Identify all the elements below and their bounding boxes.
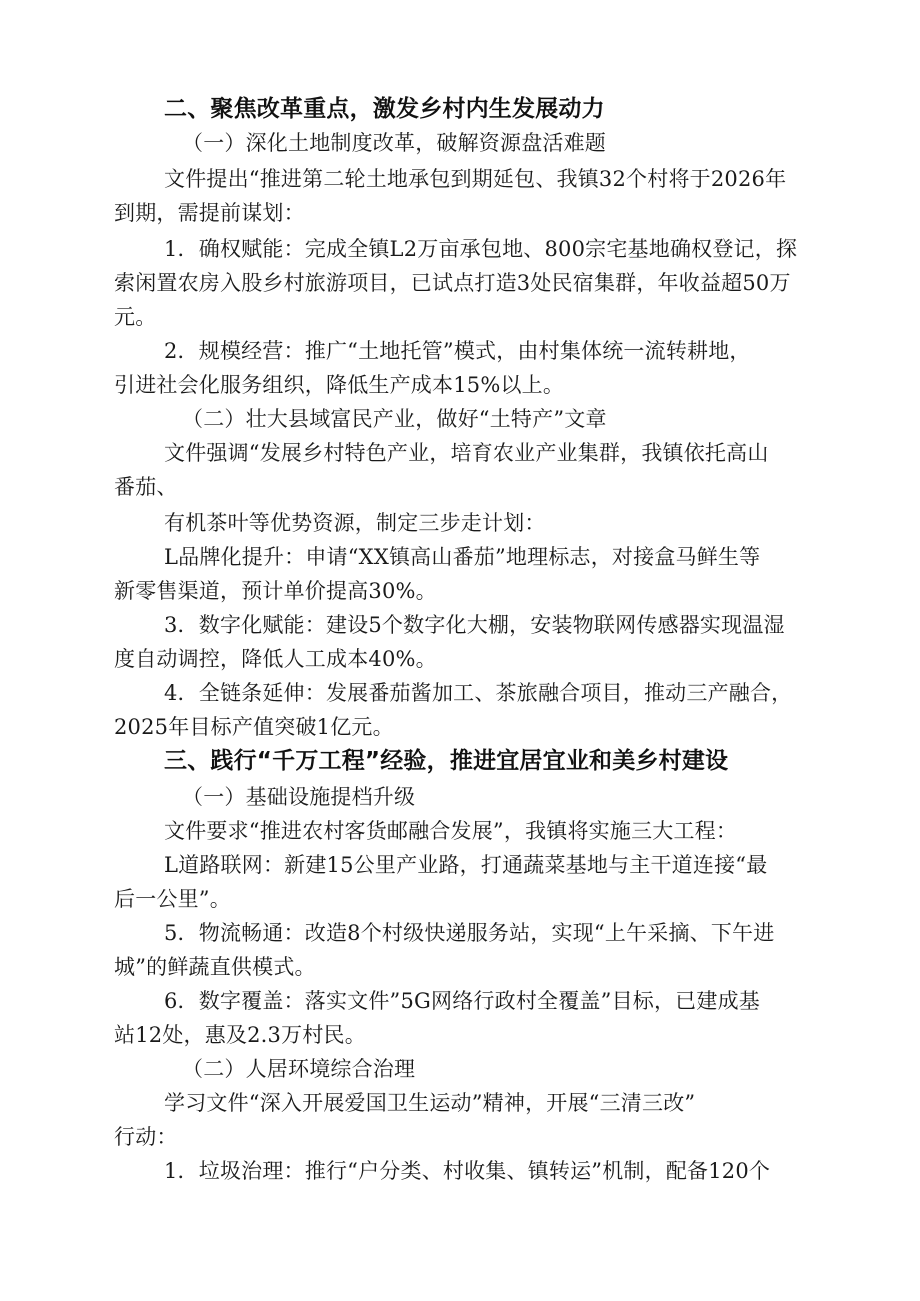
paragraph-line: 文件强调“发展乡村特色产业，培育农业产业集群，我镇依托高山 (164, 441, 769, 465)
paragraph-line: 文件提出“推进第二轮土地承包到期延包、我镇32个村将于2026年 (164, 167, 787, 191)
section-heading-2: 二、聚焦改革重点，激发乡村内生发展动力 (164, 96, 605, 122)
list-item-line: 元。 (114, 305, 157, 329)
list-item-line: 6．数字覆盖：落实文件”5G网络行政村全覆盖”目标，已建成基 (164, 989, 760, 1013)
paragraph-line: 番茄、 (114, 475, 178, 499)
subsection-heading-3-2: （二）人居环境综合治理 (182, 1057, 416, 1081)
subsection-heading-2-1: （一）深化土地制度改革，破解资源盘活难题 (182, 131, 606, 155)
section-heading-3: 三、践行“千万工程”经验，推进宜居宜业和美乡村建设 (164, 748, 729, 774)
list-item-line: 1．垃圾治理：推行“户分类、村收集、镇转运”机制，配备120个 (164, 1159, 771, 1183)
list-item-line: 3．数字化赋能：建设5个数字化大棚，安装物联网传感器实现温湿 (164, 613, 785, 637)
list-item-line: 新零售渠道，预计单价提高30%。 (114, 579, 437, 603)
list-item-line: 索闲置农房入股乡村旅游项目，已试点打造3处民宿集群，年收益超50万 (114, 271, 791, 295)
list-item-line: L道路联网：新建15公里产业路，打通蔬菜基地与主干道连接“最 (164, 853, 768, 877)
paragraph-line: 学习文件“深入开展爱国卫生运动”精神，开展“三清三改” (164, 1091, 696, 1115)
subsection-heading-3-1: （一）基础设施提档升级 (182, 785, 416, 809)
list-item-line: 1．确权赋能：完成全镇L2万亩承包地、800宗宅基地确权登记，探 (164, 237, 798, 261)
list-item-line: 度自动调控，降低人工成本40%。 (114, 647, 437, 671)
paragraph-line: 有机茶叶等优势资源，制定三步走计划： (164, 511, 546, 535)
paragraph-line: 行动： (114, 1125, 178, 1149)
list-item-line: 2．规模经营：推广“土地托管”模式，由村集体统一流转耕地， (164, 339, 751, 363)
list-item-line: 2025年目标产值突破1亿元。 (114, 715, 394, 739)
list-item-line: 引进社会化服务组织，降低生产成本15%以上。 (114, 373, 565, 397)
paragraph-line: 到期，需提前谋划： (114, 201, 305, 225)
list-item-line: 城”的鲜蔬直供模式。 (114, 955, 316, 979)
list-item-line: 4．全链条延伸：发展番茄酱加工、茶旅融合项目，推动三产融合， (164, 681, 793, 705)
subsection-heading-2-2: （二）壮大县域富民产业，做好“土特产”文章 (182, 407, 607, 431)
paragraph-line: 文件要求“推进农村客货邮融合发展”，我镇将实施三大工程： (164, 819, 738, 843)
list-item-line: L品牌化提升：申请“XX镇高山番茄”地理标志，对接盒马鲜生等 (164, 545, 761, 569)
list-item-line: 5．物流畅通：改造8个村级快递服务站，实现“上午采摘、下午进 (164, 921, 775, 945)
list-item-line: 后一公里”。 (114, 887, 231, 911)
list-item-line: 站12处，惠及2.3万村民。 (114, 1023, 366, 1047)
